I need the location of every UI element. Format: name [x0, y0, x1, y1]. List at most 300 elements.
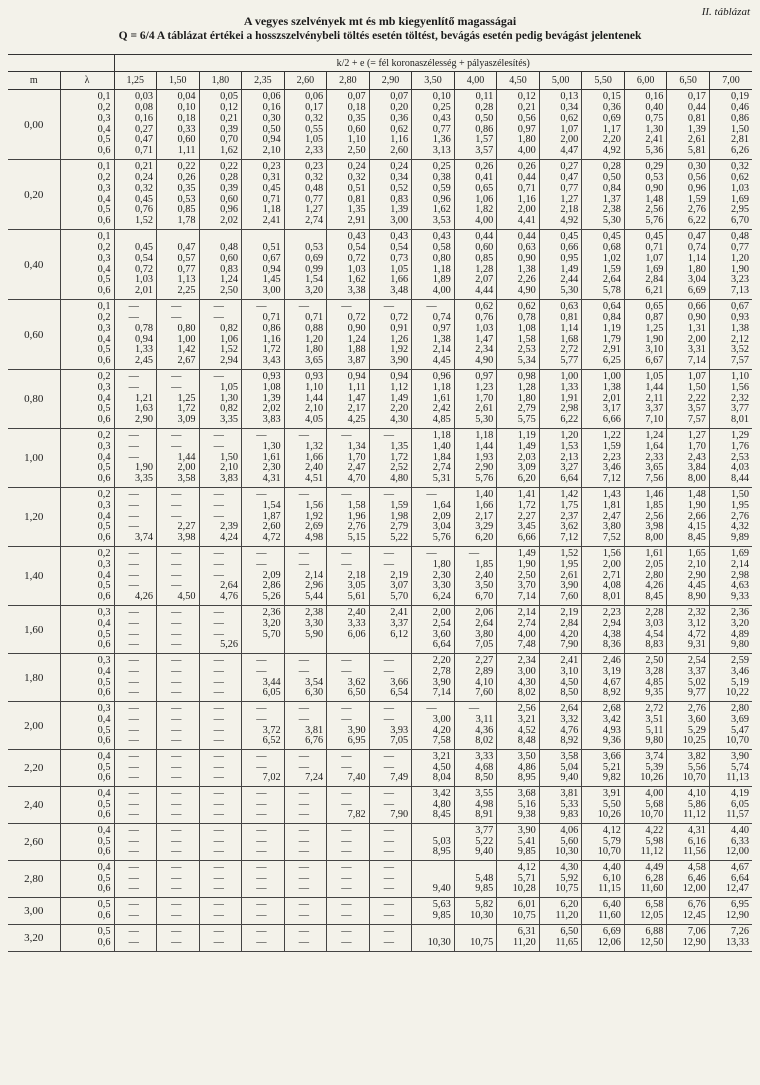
- lambda-value: 0,4: [97, 333, 111, 345]
- cell-value: —: [171, 835, 182, 847]
- cell-value: 2,33: [645, 451, 664, 463]
- table-cell: [624, 787, 667, 824]
- table-cell: [582, 824, 625, 861]
- cell-value: —: [383, 489, 395, 500]
- cell-value: —: [298, 861, 310, 873]
- table-cell: [327, 90, 370, 160]
- cell-value: 1,10: [347, 134, 366, 146]
- cell-value: 1,59: [390, 499, 409, 511]
- cell-value: 8,45: [687, 532, 706, 544]
- table-row: [8, 300, 752, 370]
- table-cell: [709, 429, 752, 488]
- lambda-value: 0,6: [97, 355, 111, 367]
- cell-value: —: [128, 489, 139, 500]
- cell-value: 0,65: [645, 301, 664, 313]
- cell-value: 1,76: [730, 440, 749, 452]
- table-cell: [624, 925, 667, 952]
- cell-value: 1,03: [135, 274, 154, 286]
- cell-value: 7,90: [560, 639, 579, 651]
- lambda-value: 0,6: [97, 145, 111, 157]
- cell-value: 0,30: [687, 161, 706, 173]
- cell-value: 1,20: [305, 333, 324, 345]
- table-cell: [624, 370, 667, 429]
- table-cell: [624, 824, 667, 861]
- cell-value: —: [213, 628, 224, 640]
- cell-value: 9,85: [475, 883, 494, 895]
- table-cell: [497, 606, 540, 654]
- cell-value: 8,01: [730, 414, 749, 426]
- cell-value: 10,70: [682, 772, 706, 784]
- cell-value: 0,53: [177, 193, 196, 205]
- cell-value: —: [341, 910, 352, 921]
- table-cell: [582, 606, 625, 654]
- cell-value: 4,41: [517, 215, 536, 227]
- table-cell: [157, 824, 200, 861]
- table-cell: [709, 160, 752, 230]
- cell-value: —: [383, 702, 395, 714]
- cell-value: 9,35: [645, 687, 664, 699]
- cell-value: —: [213, 724, 224, 736]
- table-cell: [242, 824, 285, 861]
- cell-value: 0,90: [687, 311, 706, 323]
- cell-value: —: [128, 665, 139, 677]
- cell-value: 8,01: [602, 591, 621, 603]
- table-cell: [369, 230, 412, 300]
- cell-value: —: [213, 371, 224, 382]
- table-cell: [539, 898, 582, 925]
- table-cell: [624, 702, 667, 750]
- table-cell: [199, 824, 242, 861]
- cell-value: 2,27: [475, 654, 494, 666]
- cell-value: 2,10: [262, 145, 281, 157]
- cell-value: 11,60: [640, 883, 664, 895]
- cell-value: 2,40: [475, 569, 494, 581]
- cell-value: 1,39: [687, 123, 706, 135]
- table-cell: [242, 547, 285, 606]
- table-cell: [539, 160, 582, 230]
- cell-lambda: [60, 787, 114, 824]
- cell-value: —: [341, 702, 352, 714]
- cell-value: 1,91: [560, 392, 579, 404]
- cell-value: 3,57: [475, 145, 494, 157]
- cell-value: 4,19: [730, 787, 749, 799]
- table-cell: [369, 606, 412, 654]
- lambda-value: 0,5: [97, 204, 111, 216]
- cell-value: —: [128, 899, 139, 911]
- cell-value: 0,80: [432, 252, 451, 264]
- cell-value: 2,81: [730, 134, 749, 146]
- cell-value: 1,12: [390, 381, 409, 393]
- cell-value: 0,26: [475, 161, 494, 173]
- table-cell: [624, 861, 667, 898]
- table-cell: [114, 824, 157, 861]
- table-cell: [157, 160, 200, 230]
- cell-value: 3,12: [687, 617, 706, 629]
- cell-value: 6,52: [262, 735, 281, 747]
- lambda-value: 0,1: [97, 91, 111, 103]
- cell-value: —: [298, 899, 310, 911]
- cell-value: 9,77: [687, 687, 706, 699]
- cell-value: 6,76: [687, 899, 706, 911]
- table-cell: [284, 160, 327, 230]
- cell-value: —: [256, 301, 267, 313]
- cell-value: 2,05: [645, 558, 664, 570]
- cell-value: —: [383, 750, 395, 762]
- cell-value: 1,89: [432, 274, 451, 286]
- cell-value: 1,42: [177, 344, 196, 356]
- cell-value: 4,20: [432, 724, 451, 736]
- cell-value: 1,11: [348, 381, 366, 393]
- cell-value: 7,13: [730, 285, 749, 297]
- cell-value: 1,05: [220, 381, 239, 393]
- cell-value: 0,47: [177, 241, 196, 253]
- cell-value: 3,57: [687, 403, 706, 415]
- cell-value: 4,98: [475, 798, 494, 810]
- cell-value: 0,94: [347, 371, 366, 382]
- cell-value: 6,24: [432, 591, 451, 603]
- cell-value: 10,75: [470, 937, 494, 948]
- cell-value: 2,12: [730, 333, 749, 345]
- cell-value: 3,07: [390, 580, 409, 592]
- cell-value: —: [171, 809, 182, 821]
- table-cell: [284, 898, 327, 925]
- cell-value: —: [171, 606, 182, 618]
- table-cell: [667, 702, 710, 750]
- cell-value: 0,81: [560, 311, 579, 323]
- cell-value: 0,23: [262, 161, 281, 173]
- cell-value: 4,00: [645, 787, 664, 799]
- cell-value: —: [213, 676, 224, 688]
- cell-value: 0,58: [432, 241, 451, 253]
- cell-value: —: [128, 883, 139, 895]
- cell-value: 4,85: [432, 414, 451, 426]
- cell-value: 10,28: [512, 883, 536, 895]
- cell-value: —: [128, 451, 139, 463]
- cell-value: 1,33: [135, 344, 154, 356]
- cell-value: 4,70: [347, 473, 366, 485]
- cell-value: —: [298, 926, 310, 938]
- cell-value: 3,43: [262, 355, 281, 367]
- cell-value: 4,03: [730, 462, 749, 474]
- cell-value: 4,24: [220, 532, 239, 544]
- cell-value: 5,21: [602, 761, 621, 773]
- cell-value: 0,51: [262, 241, 281, 253]
- cell-value: 0,41: [475, 171, 494, 183]
- cell-value: —: [256, 824, 267, 836]
- cell-m: 2,20: [8, 750, 60, 787]
- table-cell: [454, 370, 497, 429]
- table-cell: [284, 90, 327, 160]
- cell-value: 0,82: [220, 403, 239, 415]
- table-cell: [709, 750, 752, 787]
- cell-lambda: [60, 230, 114, 300]
- cell-value: 6,70: [730, 215, 749, 227]
- cell-value: 3,90: [347, 724, 366, 736]
- cell-value: —: [256, 489, 267, 500]
- cell-value: 2,01: [602, 392, 621, 404]
- cell-value: 8,95: [432, 846, 451, 858]
- table-cell: [454, 488, 497, 547]
- table-cell: [157, 787, 200, 824]
- cell-value: 4,50: [177, 591, 196, 603]
- cell-value: 0,18: [177, 112, 196, 124]
- cell-value: 0,08: [135, 101, 154, 113]
- cell-value: 1,49: [390, 392, 409, 404]
- table-cell: [709, 370, 752, 429]
- cell-value: 0,43: [432, 231, 451, 243]
- table-cell: [624, 654, 667, 702]
- cell-value: 8,45: [645, 591, 664, 603]
- cell-value: 7,14: [432, 687, 451, 699]
- cell-value: 6,76: [305, 735, 324, 747]
- cell-value: 3,23: [730, 274, 749, 286]
- lambda-value: 0,5: [97, 274, 111, 286]
- cell-value: 1,84: [432, 451, 451, 463]
- cell-value: 2,74: [305, 215, 324, 227]
- cell-value: —: [128, 926, 139, 938]
- cell-value: —: [341, 761, 352, 773]
- cell-value: —: [128, 499, 139, 511]
- cell-value: —: [256, 654, 267, 666]
- cell-value: 3,35: [220, 414, 239, 426]
- cell-value: 2,90: [135, 414, 154, 426]
- cell-lambda: [60, 925, 114, 952]
- cell-value: 1,30: [220, 392, 239, 404]
- table-cell: [624, 488, 667, 547]
- cell-value: 2,30: [432, 569, 451, 581]
- cell-value: —: [213, 311, 224, 323]
- cell-value: 1,64: [432, 499, 451, 511]
- cell-value: 2,00: [602, 558, 621, 570]
- cell-value: 1,29: [730, 430, 749, 441]
- cell-value: 5,16: [517, 798, 536, 810]
- cell-value: 9,33: [730, 591, 749, 603]
- cell-value: 4,00: [517, 145, 536, 157]
- cell-value: 0,72: [390, 311, 409, 323]
- cell-value: 2,43: [687, 451, 706, 463]
- lambda-value: 0,3: [97, 440, 111, 452]
- cell-value: 4,47: [560, 145, 579, 157]
- col-header: 3,50: [412, 72, 455, 90]
- cell-value: 1,62: [347, 274, 366, 286]
- cell-value: 1,90: [687, 499, 706, 511]
- cell-value: 3,45: [517, 521, 536, 533]
- table-cell: [114, 787, 157, 824]
- cell-value: 2,98: [730, 569, 749, 581]
- cell-value: —: [171, 301, 182, 313]
- table-cell: [667, 654, 710, 702]
- cell-value: —: [213, 301, 224, 313]
- cell-value: —: [256, 430, 267, 441]
- table-cell: [454, 898, 497, 925]
- cell-value: 1,63: [135, 403, 154, 415]
- cell-value: 0,71: [305, 311, 324, 323]
- cell-value: 5,92: [560, 872, 579, 884]
- cell-value: —: [171, 654, 182, 666]
- cell-value: —: [128, 735, 139, 747]
- cell-value: 2,32: [730, 392, 749, 404]
- cell-value: —: [298, 654, 310, 666]
- cell-value: 8,92: [602, 687, 621, 699]
- cell-value: 7,48: [517, 639, 536, 651]
- cell-value: 6,69: [687, 285, 706, 297]
- cell-value: —: [128, 713, 139, 725]
- cell-value: 3,00: [517, 665, 536, 677]
- cell-value: 10,25: [682, 735, 706, 747]
- table-cell: [667, 898, 710, 925]
- cell-value: —: [171, 926, 182, 938]
- cell-value: —: [383, 910, 395, 921]
- cell-value: 1,80: [432, 558, 451, 570]
- cell-value: 4,72: [687, 628, 706, 640]
- cell-value: —: [128, 311, 139, 323]
- table-cell: [582, 750, 625, 787]
- cell-value: —: [128, 750, 139, 762]
- cell-value: 6,95: [730, 899, 749, 911]
- cell-value: 3,69: [730, 713, 749, 725]
- cell-value: —: [426, 489, 437, 500]
- cell-value: 1,16: [517, 193, 536, 205]
- cell-value: 0,32: [305, 112, 324, 124]
- cell-value: 1,05: [390, 263, 409, 275]
- cell-value: —: [171, 772, 182, 784]
- lambda-value: 0,5: [97, 580, 111, 592]
- cell-value: 5,79: [602, 835, 621, 847]
- cell-value: 7,02: [262, 772, 281, 784]
- cell-value: 4,26: [645, 580, 664, 592]
- table-cell: [667, 488, 710, 547]
- cell-value: 2,36: [730, 606, 749, 618]
- table-cell: [412, 702, 455, 750]
- cell-value: 0,24: [135, 171, 154, 183]
- cell-value: 0,26: [517, 161, 536, 173]
- cell-m: 0,00: [8, 90, 60, 160]
- table-cell: [114, 160, 157, 230]
- table-cell: [667, 230, 710, 300]
- cell-value: 0,95: [560, 252, 579, 264]
- cell-value: 10,75: [512, 910, 536, 921]
- cell-value: 1,49: [517, 548, 536, 559]
- table-cell: [157, 750, 200, 787]
- cell-value: 0,43: [347, 231, 366, 243]
- table-cell: [284, 230, 327, 300]
- cell-value: —: [256, 835, 267, 847]
- cell-value: 0,50: [475, 112, 494, 124]
- cell-value: 2,84: [560, 617, 579, 629]
- cell-value: 0,40: [645, 101, 664, 113]
- cell-value: 1,28: [475, 263, 494, 275]
- cell-value: 5,77: [560, 355, 579, 367]
- cell-value: —: [128, 628, 139, 640]
- cell-value: —: [171, 499, 182, 511]
- cell-value: —: [128, 687, 139, 699]
- cell-value: 0,77: [305, 193, 324, 205]
- cell-value: 0,71: [645, 241, 664, 253]
- cell-value: 2,22: [687, 392, 706, 404]
- table-cell: [114, 230, 157, 300]
- cell-value: 0,77: [432, 123, 451, 135]
- cell-value: 7,52: [602, 532, 621, 544]
- cell-value: —: [171, 798, 182, 810]
- lambda-value: 0,6: [97, 215, 111, 227]
- cell-value: —: [171, 548, 182, 559]
- table-cell: [497, 925, 540, 952]
- table-cell: [369, 861, 412, 898]
- table-cell: [284, 300, 327, 370]
- cell-value: 1,06: [220, 333, 239, 345]
- cell-value: 6,20: [560, 899, 579, 911]
- cell-value: —: [341, 846, 352, 858]
- lambda-value: 0,5: [97, 344, 111, 356]
- cell-lambda: [60, 606, 114, 654]
- cell-value: 1,66: [475, 499, 494, 511]
- cell-value: 2,64: [475, 617, 494, 629]
- cell-value: 4,50: [560, 676, 579, 688]
- cell-value: 2,98: [560, 403, 579, 415]
- cell-value: 11,60: [598, 910, 621, 921]
- cell-value: 0,75: [645, 112, 664, 124]
- cell-lambda: [60, 750, 114, 787]
- table-cell: [539, 606, 582, 654]
- cell-value: 3,77: [475, 824, 494, 836]
- cell-value: 3,93: [390, 724, 409, 736]
- cell-value: 3,00: [432, 713, 451, 725]
- cell-value: 8,50: [475, 772, 494, 784]
- cell-value: 5,41: [517, 835, 536, 847]
- table-cell: [157, 861, 200, 898]
- cell-value: —: [298, 558, 310, 570]
- cell-value: 12,00: [725, 846, 749, 858]
- cell-value: 5,70: [390, 591, 409, 603]
- lambda-value: 0,6: [97, 910, 111, 921]
- cell-value: 0,27: [135, 123, 154, 135]
- table-cell: [114, 750, 157, 787]
- table-cell: [412, 300, 455, 370]
- cell-value: 5,76: [645, 215, 664, 227]
- cell-value: 4,89: [730, 628, 749, 640]
- cell-value: 13,33: [725, 937, 749, 948]
- cell-value: 0,16: [645, 91, 664, 103]
- cell-value: 1,46: [645, 489, 664, 500]
- cell-value: 6,31: [517, 926, 536, 938]
- cell-m: 2,00: [8, 702, 60, 750]
- cell-value: —: [213, 872, 224, 884]
- cell-value: 0,25: [432, 161, 451, 173]
- cell-value: 1,62: [432, 204, 451, 216]
- lambda-value: 0,4: [97, 665, 111, 677]
- cell-value: 0,13: [560, 91, 579, 103]
- cell-value: 9,82: [602, 772, 621, 784]
- table-cell: [327, 160, 370, 230]
- cell-value: 0,06: [262, 91, 281, 103]
- table-cell: [497, 654, 540, 702]
- table-cell: [284, 370, 327, 429]
- table-cell: [369, 824, 412, 861]
- cell-value: 0,21: [517, 101, 536, 113]
- lambda-value: 0,3: [97, 112, 111, 124]
- cell-value: 6,21: [645, 285, 664, 297]
- cell-value: 3,50: [475, 580, 494, 592]
- cell-value: 4,63: [730, 580, 749, 592]
- cell-value: —: [213, 499, 224, 511]
- table-row: [8, 925, 752, 952]
- cell-value: 5,76: [432, 532, 451, 544]
- cell-value: 0,93: [730, 311, 749, 323]
- table-cell: [327, 861, 370, 898]
- table-cell: [284, 606, 327, 654]
- lambda-value: 0,4: [97, 750, 111, 762]
- cell-value: 3,54: [305, 676, 324, 688]
